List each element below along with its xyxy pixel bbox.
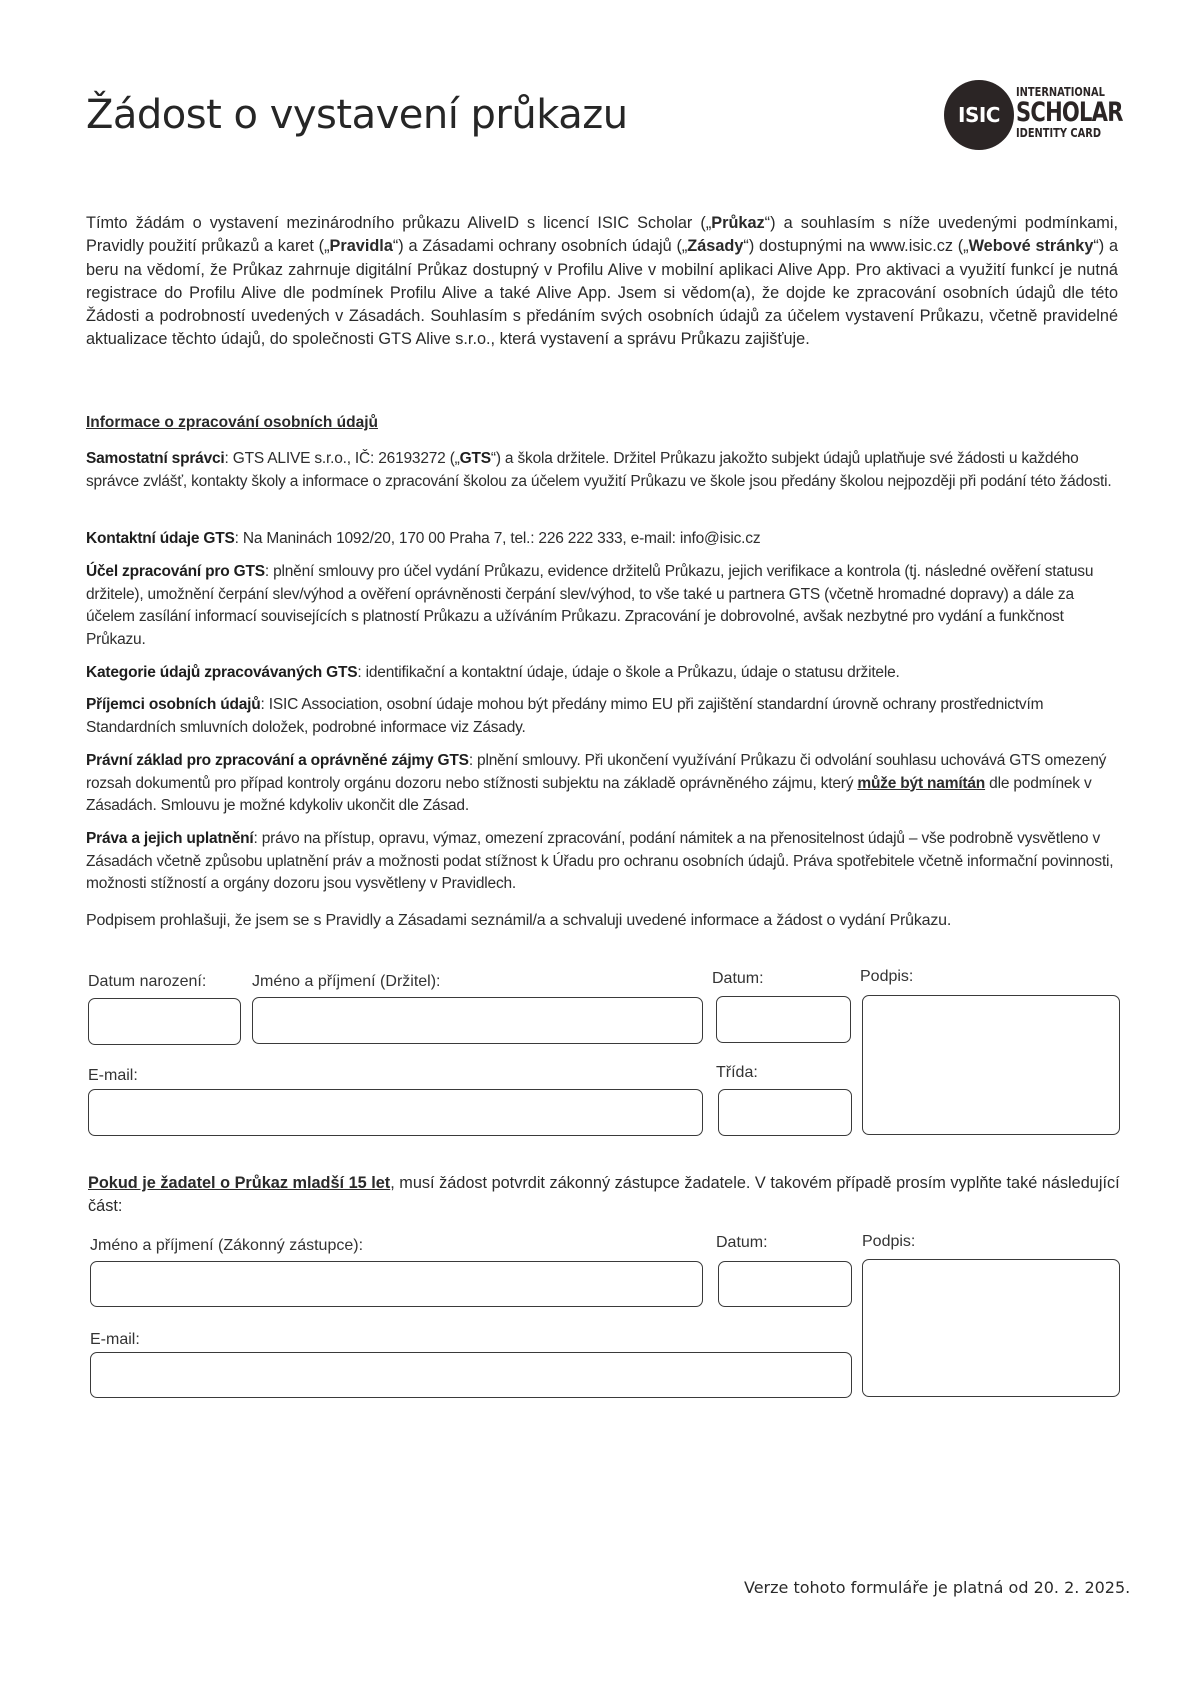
para-categories <box>86 662 1126 685</box>
para-label: Kategorie údajů zpracovávaných GTS <box>86 664 358 681</box>
guardian-email-label: E-mail: <box>90 1331 140 1348</box>
para-label: Samostatní správci <box>86 450 225 467</box>
minor-notice <box>88 1172 1122 1219</box>
holder-signature-label: Podpis: <box>860 968 914 985</box>
para-label: Práva a jejich uplatnění <box>86 830 254 847</box>
term-gts: GTS <box>459 450 491 467</box>
guardian-name-label: Jméno a příjmení (Zákonný zástupce): <box>90 1237 364 1254</box>
para-purpose <box>86 561 1126 651</box>
term-zasady: Zásady <box>687 237 744 256</box>
term-pravidla: Pravidla <box>329 237 393 256</box>
page-title: Žádost o vystavení průkazu <box>86 92 628 138</box>
term-webove-stranky: Webové stránky <box>968 237 1094 256</box>
section-heading-data-processing: Informace o zpracování osobních údajů <box>86 414 378 431</box>
class-field[interactable] <box>718 1089 852 1136</box>
para-text: : plnění smlouvy pro účel vydání Průkazu, evidence držitelů Průkazu, jejich verifikace a kontrola (tj. následné ověření statusu držitele), umožnění čerpání slev/výhod a ověření oprávněnosti čerpání slev/výhod, to vše také u partnera GTS (včetně hromadné dopravy) a dále za účelem zasílání informací souvisejících s platností Průkazu a užíváním Průkazu. Zpracování je dobrovolné, avšak nezbytné pro vydání a funkčnost Průkazu. <box>86 563 1094 648</box>
holder-name-label: Jméno a příjmení (Držitel): <box>252 973 441 990</box>
guardian-email-field[interactable] <box>90 1352 852 1398</box>
isic-logo-icon: ISIC <box>944 80 1014 150</box>
guardian-date-field[interactable] <box>718 1261 852 1307</box>
para-text: : plnění smlouvy. Při ukončení využívání Průkazu či odvolání souhlasu uchovává GTS omezený rozsah dokumentů pro případ kontroly orgánu dozoru nebo stížnosti subjektu na základě oprávněného zájmu, který <box>86 752 1107 792</box>
logo-wordmark <box>1016 86 1153 139</box>
holder-email-field[interactable] <box>88 1089 703 1136</box>
para-label: Kontaktní údaje GTS <box>86 530 235 547</box>
intro-text: “) a beru na vědomí, že Průkaz zahrnuje digitální Průkaz dostupný v Profilu Alive v mobilní aplikaci Alive App. Pro aktivaci a využití funkcí je nutná registrace do Profilu Alive dle podmínek Profilu Alive a také Alive App. Jsem si vědom(a), že dojde ke zpracování osobních údajů dle této Žádosti a podrobností uvedených v Zásadách. Souhlasím s předáním svých osobních údajů za účelem vystavení Průkazu, včetně pravidelné aktualizace těchto údajů, do společnosti GTS Alive s.r.o., která vystavení a správu Průkazu zajišťuje. <box>86 237 1118 349</box>
guardian-signature-label: Podpis: <box>862 1233 916 1250</box>
intro-paragraph <box>86 212 1118 352</box>
para-legal-basis <box>86 750 1126 818</box>
objection-link: může být namítán <box>857 774 986 792</box>
holder-date-label: Datum: <box>712 970 764 987</box>
minor-notice-emphasis: Pokud je žadatel o Průkaz mladší 15 let <box>88 1174 391 1192</box>
holder-email-label: E-mail: <box>88 1067 138 1084</box>
logo-line-2: SCHOLAR <box>1016 97 1123 128</box>
minor-notice-text: , musí žádost potvrdit zákonný zástupce žadatele. V takovém případě prosím vyplňte také následující část: <box>88 1174 1120 1216</box>
para-text: : Na Maninách 1092/20, 170 00 Praha 7, tel.: 226 222 333, e-mail: info@isic.cz <box>234 530 761 547</box>
para-rights <box>86 828 1126 896</box>
holder-date-field[interactable] <box>716 996 851 1043</box>
form-version-note: Verze tohoto formuláře je platná od 20. 2. 2025. <box>744 1578 1131 1597</box>
declaration: Podpisem prohlašuji, že jsem se s Pravidly a Zásadami seznámil/a a schvaluji uvedené informace a žádost o vydání Průkazu. <box>86 912 952 929</box>
para-text: “) a škola držitele. Držitel Průkazu jakožto subjekt údajů uplatňuje své žádosti u každého správce zvlášť, kontakty školy a informace o zpracování školou za účelem využití Průkazu ve škole jsou předány školou nejpozději při podání této žádosti. <box>86 450 1112 490</box>
holder-signature-field[interactable] <box>862 995 1120 1135</box>
class-label: Třída: <box>716 1064 758 1081</box>
para-text: : ISIC Association, osobní údaje mohou být předány mimo EU při zajištění standardní úrovně ochrany prostřednictvím Standardních smluvních doložek, podrobné informace viz Zásady. <box>86 696 1044 736</box>
holder-name-field[interactable] <box>252 997 703 1044</box>
intro-text: “) a Zásadami ochrany osobních údajů („ <box>392 237 688 256</box>
intro-text: “) dostupnými na www.isic.cz („ <box>743 237 969 256</box>
birth-date-field[interactable] <box>88 998 241 1045</box>
guardian-name-field[interactable] <box>90 1261 703 1307</box>
para-contact <box>86 528 1126 551</box>
para-controllers <box>86 448 1126 493</box>
logo-line-3: IDENTITY CARD <box>1016 126 1102 140</box>
para-label: Účel zpracování pro GTS <box>86 563 265 580</box>
para-text: : GTS ALIVE s.r.o., IČ: 26193272 („ <box>224 450 460 467</box>
guardian-date-label: Datum: <box>716 1234 768 1251</box>
guardian-signature-field[interactable] <box>862 1259 1120 1397</box>
term-prukaz: Průkaz <box>711 214 765 232</box>
logo-line-1: INTERNATIONAL <box>1016 85 1105 99</box>
birth-date-label: Datum narození: <box>88 973 207 990</box>
intro-text: “) a souhlasím s níže uvedenými podmínkami, Pravidly použití průkazů a karet („ <box>86 214 1118 256</box>
intro-text: Tímto žádám o vystavení mezinárodního průkazu AliveID s licencí ISIC Scholar („ <box>86 214 712 232</box>
para-label: Příjemci osobních údajů <box>86 696 261 713</box>
para-label: Právní základ pro zpracování a oprávněné zájmy GTS <box>86 752 469 769</box>
para-text: dle podmínek v Zásadách. Smlouvu je možné kdykoliv ukončit dle Zásad. <box>86 774 1092 814</box>
para-text: : právo na přístup, opravu, výmaz, omezení zpracování, podání námitek a na přenositelnost údajů – vše podrobně vysvětleno v Zásadách včetně způsobu uplatnění práv a možnosti podat stížnost k Úřadu pro ochranu osobních údajů. Práva spotřebitele včetně informační povinnosti, možnosti stížností a orgány dozoru jsou vysvětleny v Pravidlech. <box>86 830 1114 892</box>
para-text: : identifikační a kontaktní údaje, údaje o škole a Průkazu, údaje o statusu držitele. <box>357 664 900 681</box>
para-recipients <box>86 694 1126 739</box>
isic-scholar-logo <box>944 80 1123 150</box>
